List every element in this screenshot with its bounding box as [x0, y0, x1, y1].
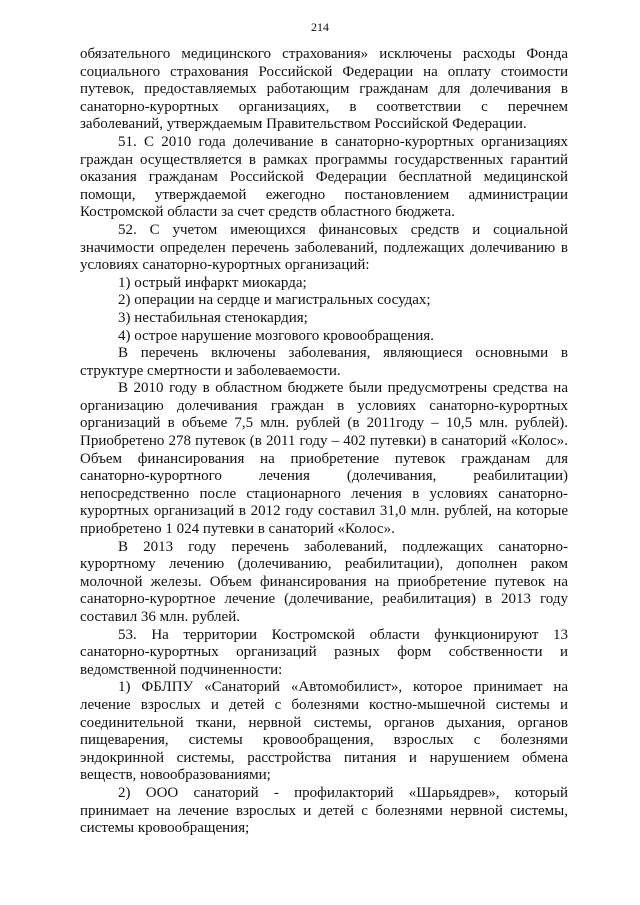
paragraph-52: 52. С учетом имеющихся финансовых средств и социальной значимости определен перечень заболеваний, подлежащих долечиванию в условиях санаторно-курортных организаций:	[80, 221, 568, 274]
paragraph-53: 53. На территории Костромской области функционируют 13 санаторно-курортных организаций разных форм собственности и ведомственной подчиненности:	[80, 626, 568, 678]
paragraph-list-note: В перечень включены заболевания, являющиеся основными в структуре смертности и заболеваемости.	[80, 345, 568, 379]
list-item-disease-3: 3) нестабильная стенокардия;	[118, 309, 308, 326]
page-number: 214	[311, 20, 329, 34]
list-item-disease-1: 1) острый инфаркт миокарда;	[118, 274, 307, 291]
paragraph-funding-2013: В 2013 году перечень заболеваний, подлежащих санаторно-курортному лечению (долечиванию, реабилитации), дополнен раком молочной железы. Объем финансирования на приобретение путевок на санаторно-курортное лечение (долечивание, реабилитация) в 2013 году составил 36 млн. рублей.	[80, 538, 568, 625]
document-body	[80, 46, 568, 838]
paragraph-intro: обязательного медицинского страхования» исключены расходы Фонда социального страхования Российской Федерации на оплату стоимости путевок, предоставляемых работающим гражданам для долечивания в санаторно-курортных организациях, в соответствии с перечнем заболеваний, утверждаемым Правительством Российской Федерации.	[80, 46, 568, 133]
paragraph-funding-2010: В 2010 году в областном бюджете были предусмотрены средства на организацию долечивания граждан в условиях санаторно-курортных организаций в объеме 7,5 млн. рублей (в 2011году – 10,5 млн. рублей). Приобретено 278 путевок (в 2011 году – 402 путевки) в санаторий «Колос». Объем финансирования на приобретение путевок гражданам для санаторно-курортного лечения (долечивания, реабилитации) непосредственно после стационарного лечения в условиях санаторно-курортных организаций в 2012 году составил 31,0 млн. рублей, на которые приобретено 1 024 путевки в санаторий «Колос».	[80, 380, 568, 538]
list-item-sanatorium-1: 1) ФБЛПУ «Санаторий «Автомобилист», которое принимает на лечение взрослых и детей с болезнями костно-мышечной системы и соединительной ткани, нервной системы, органов дыхания, органов пищеварения, системы кровообращения, взрослых с болезнями эндокринной системы, расстройства питания и нарушением обмена веществ, новообразованиями;	[80, 679, 568, 784]
paragraph-51: 51. С 2010 года долечивание в санаторно-курортных организациях граждан осуществляется в рамках программы государственных гарантий оказания гражданам Российской Федерации бесплатной медицинской помощи, утверждаемой ежегодно постановлением администрации Костромской области за счет средств областного бюджета.	[80, 133, 568, 221]
list-item-sanatorium-2: 2) ООО санаторий - профилакторий «Шарьядрев», который принимает на лечение взрослых и детей с болезнями нервной системы, системы кровообращения;	[80, 784, 568, 837]
list-item-disease-4: 4) острое нарушение мозгового кровообращения.	[118, 327, 434, 344]
list-item-disease-2: 2) операции на сердце и магистральных сосудах;	[118, 292, 431, 309]
